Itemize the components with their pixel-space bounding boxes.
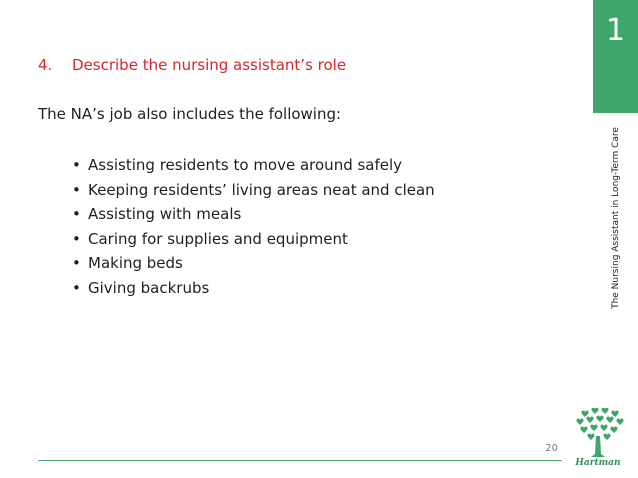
bullet-list	[72, 153, 435, 301]
bullet-text: Giving backrubs	[88, 278, 210, 297]
list-item	[72, 178, 435, 203]
tree-icon	[572, 408, 624, 458]
bullet-glyph: •	[72, 254, 81, 273]
intro-text: The NA’s job also includes the following:	[38, 105, 342, 123]
hartman-logo	[572, 408, 624, 470]
bullet-text: Keeping residents’ living areas neat and clean	[88, 180, 435, 199]
list-item	[72, 202, 435, 227]
heading-text: Describe the nursing assistant’s role	[72, 56, 347, 74]
bullet-text: Caring for supplies and equipment	[88, 229, 348, 248]
chapter-number: 1	[605, 13, 626, 48]
list-item	[72, 153, 435, 178]
list-item	[72, 227, 435, 252]
bullet-glyph: •	[72, 180, 81, 199]
logo-text: Hartman	[575, 458, 621, 468]
page-number: 20	[545, 443, 558, 454]
list-item	[72, 251, 435, 276]
chapter-tab	[593, 0, 638, 113]
bullet-glyph: •	[72, 229, 81, 248]
bullet-glyph: •	[72, 156, 81, 174]
bullet-text: Assisting with meals	[88, 205, 242, 224]
heading-number: 4.	[38, 56, 53, 74]
bullet-text: Making beds	[88, 254, 183, 273]
footer-divider	[38, 460, 562, 461]
bullet-text: Assisting residents to move around safely	[88, 156, 403, 174]
book-title: The Nursing Assistant in Long-Term Care	[611, 127, 621, 309]
bullet-glyph: •	[72, 205, 81, 224]
list-item	[72, 276, 435, 301]
bullet-glyph: •	[72, 278, 81, 297]
slide-heading	[38, 56, 346, 74]
